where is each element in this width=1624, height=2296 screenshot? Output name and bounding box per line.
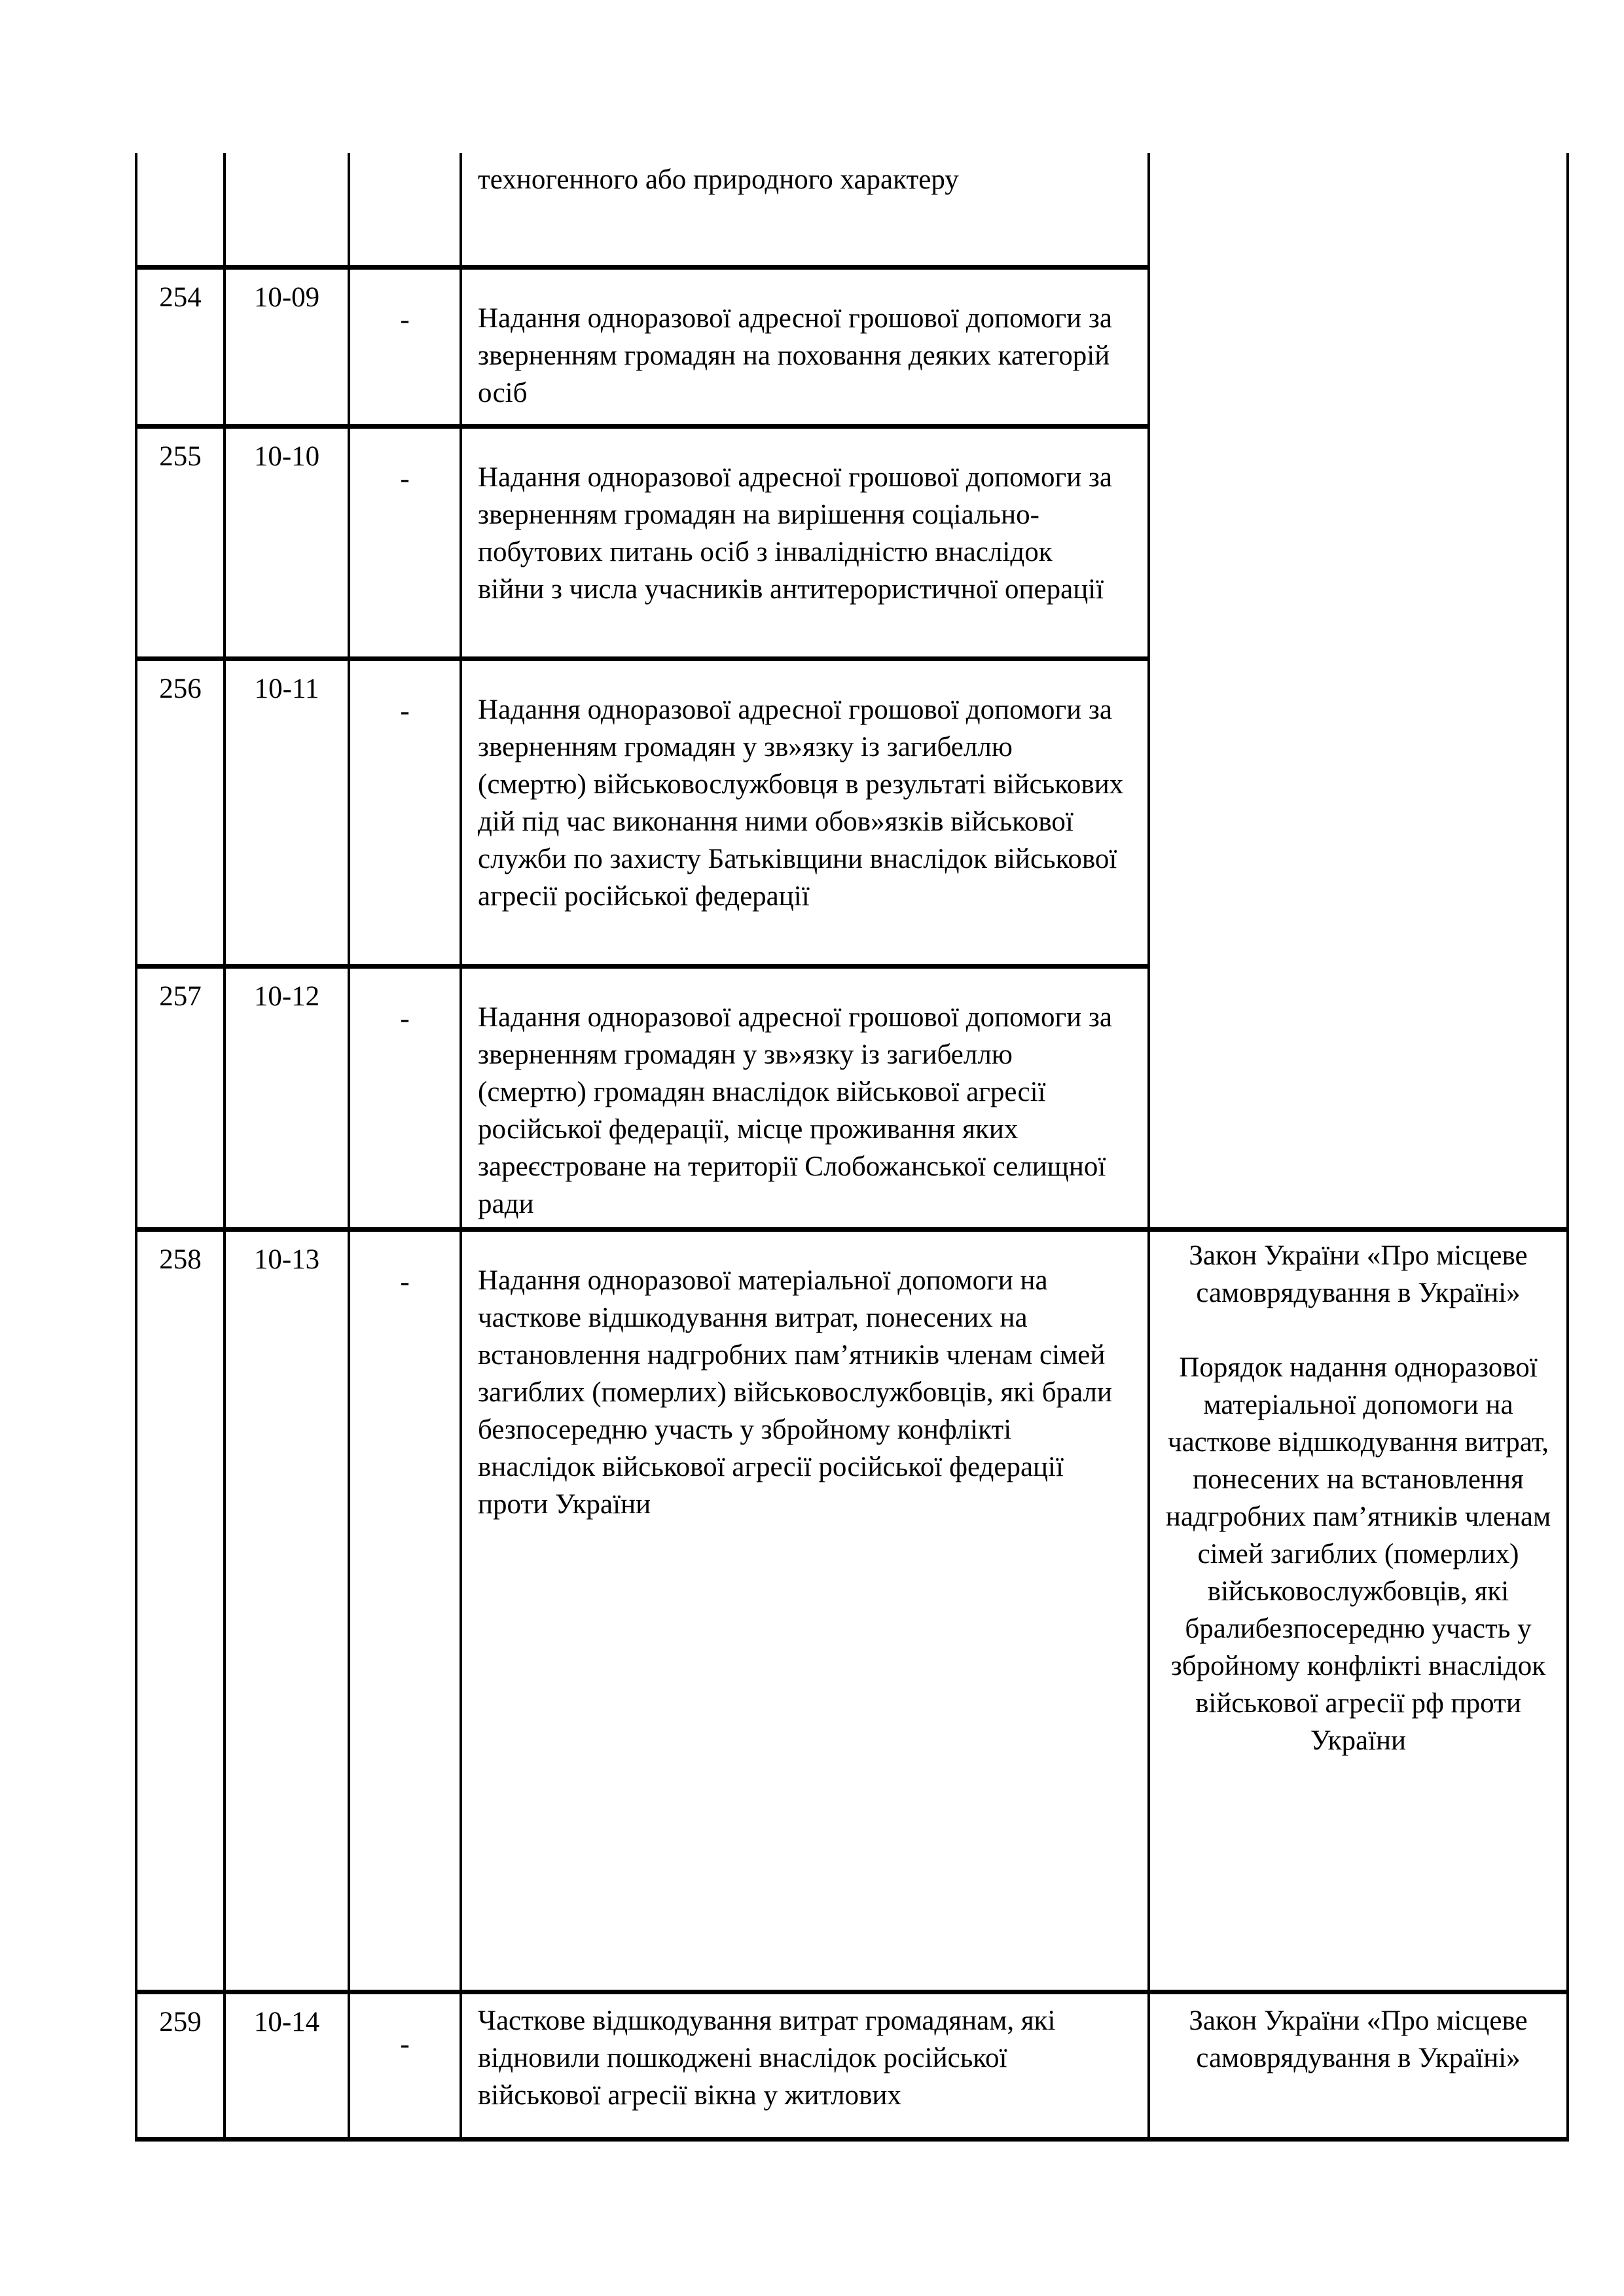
dash-cell bbox=[350, 153, 462, 270]
service-code-cell: 10-13 bbox=[226, 1232, 350, 1994]
row-number-cell bbox=[137, 153, 226, 270]
service-code-cell: 10-14 bbox=[226, 1994, 350, 2137]
description-cell bbox=[462, 153, 1150, 270]
description-text: Надання одноразової адресної грошової допомоги за зверненням громадян у зв»язку із загибеллю (смертю) громадян внаслідок військової агресії російської федерації, місце проживання яких зареєстроване на території Слобожанської селищної ради bbox=[478, 1002, 1112, 1219]
service-code-cell: 10-12 bbox=[226, 969, 350, 1232]
dash-cell: - bbox=[350, 969, 462, 1232]
description-text: техногенного або природного характеру bbox=[478, 164, 959, 195]
description-cell bbox=[462, 969, 1150, 1232]
dash-cell: - bbox=[350, 429, 462, 661]
legal-basis-cell bbox=[1150, 1994, 1566, 2137]
row-number-cell: 256 bbox=[137, 661, 226, 969]
legal-basis-law: Закон України «Про місцеве самоврядування в Україні» bbox=[1189, 2005, 1528, 2073]
dash-cell: - bbox=[350, 270, 462, 429]
legal-basis-procedure: Порядок надання одноразової матеріальної допомоги на часткове відшкодування витрат, понесених на встановлення надгробних пам’ятників членам сімей загиблих (померлих) військовослужбовців, які бралибезпосередню участь у збройному конфлікті внаслідок військової агресії рф проти України bbox=[1165, 1352, 1551, 1756]
legal-basis-cell-merged-empty bbox=[1150, 153, 1566, 1232]
description-text: Надання одноразової матеріальної допомоги на часткове відшкодування витрат, понесених на встановлення надгробних пам’ятників членам сімей загиблих (померлих) військовослужбовців, які брали безпосередню участь у збройному конфлікті внаслідок військової агресії російської федерації проти України bbox=[478, 1265, 1113, 1520]
dash-cell: - bbox=[350, 1232, 462, 1994]
service-code-cell: 10-09 bbox=[226, 270, 350, 429]
description-text: Надання одноразової адресної грошової допомоги за зверненням громадян на поховання деяких категорій осіб bbox=[478, 303, 1112, 408]
description-cell bbox=[462, 1994, 1150, 2137]
services-table bbox=[135, 153, 1569, 2142]
description-cell bbox=[462, 661, 1150, 969]
service-code-cell bbox=[226, 153, 350, 270]
dash-cell: - bbox=[350, 661, 462, 969]
row-number-cell: 255 bbox=[137, 429, 226, 661]
row-number-cell: 259 bbox=[137, 1994, 226, 2137]
description-cell bbox=[462, 1232, 1150, 1994]
row-number-cell: 258 bbox=[137, 1232, 226, 1994]
row-number-cell: 254 bbox=[137, 270, 226, 429]
dash-cell: - bbox=[350, 1994, 462, 2137]
description-text: Надання одноразової адресної грошової допомоги за зверненням громадян у зв»язку із загибеллю (смертю) військовослужбовця в результаті військових дій під час виконання ними обов»язків військової служби по захисту Батьківщини внаслідок військової агресії російської федерації bbox=[478, 694, 1124, 912]
description-cell bbox=[462, 270, 1150, 429]
row-number-cell: 257 bbox=[137, 969, 226, 1232]
description-cell bbox=[462, 429, 1150, 661]
description-text: Часткове відшкодування витрат громадянам, які відновили пошкоджені внаслідок російської військової агресії вікна у житлових bbox=[478, 2005, 1056, 2111]
description-text: Надання одноразової адресної грошової допомоги за зверненням громадян на вирішення соціально-побутових питань осіб з інвалідністю внаслідок війни з числа учасників антитерористичної операції bbox=[478, 462, 1112, 605]
service-code-cell: 10-11 bbox=[226, 661, 350, 969]
legal-basis-cell bbox=[1150, 1232, 1566, 1994]
service-code-cell: 10-10 bbox=[226, 429, 350, 661]
legal-basis-law: Закон України «Про місцеве самоврядування в Україні» bbox=[1189, 1240, 1528, 1308]
